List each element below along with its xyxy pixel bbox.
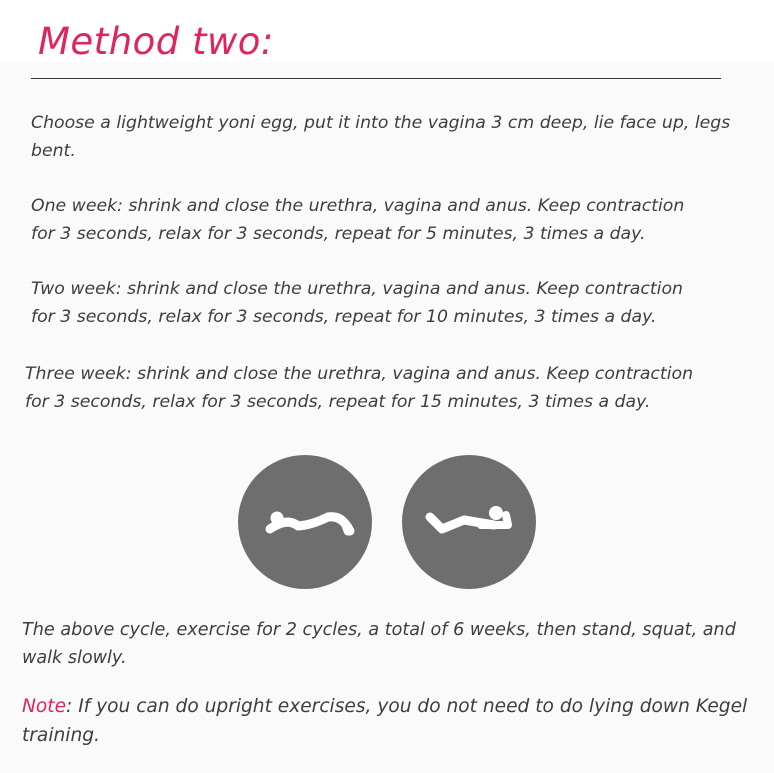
week-two-line-2: for 3 seconds, relax for 3 seconds, repeat for 10 minutes, 3 times a day. bbox=[31, 307, 657, 327]
week-one-paragraph bbox=[31, 192, 741, 248]
lying-exercise-icon bbox=[238, 455, 372, 589]
week-three-line-2: for 3 seconds, relax for 3 seconds, repeat for 15 minutes, 3 times a day. bbox=[25, 392, 651, 412]
note-text: : If you can do upright exercises, you do not need to do lying down Kegel training. bbox=[22, 696, 748, 746]
week-three-paragraph bbox=[25, 360, 755, 416]
week-two-line-1: Two week: shrink and close the urethra, vagina and anus. Keep contraction bbox=[31, 279, 684, 299]
bridge-exercise-icon bbox=[402, 455, 536, 589]
week-one-line-1: One week: shrink and close the urethra, vagina and anus. Keep contraction bbox=[31, 196, 685, 216]
page-title: Method two: bbox=[38, 20, 274, 63]
week-two-paragraph bbox=[31, 275, 741, 331]
intro-paragraph: Choose a lightweight yoni egg, put it into the vagina 3 cm deep, lie face up, legs bent. bbox=[31, 113, 731, 161]
week-three-line-1: Three week: shrink and close the urethra, vagina and anus. Keep contraction bbox=[25, 364, 694, 384]
week-one-line-2: for 3 seconds, relax for 3 seconds, repeat for 5 minutes, 3 times a day. bbox=[31, 224, 646, 244]
title-divider bbox=[31, 78, 721, 79]
note-label: Note bbox=[22, 696, 67, 717]
cycle-paragraph: The above cycle, exercise for 2 cycles, a total of 6 weeks, then stand, squat, and walk slowly. bbox=[22, 620, 736, 668]
note-paragraph bbox=[22, 692, 770, 750]
